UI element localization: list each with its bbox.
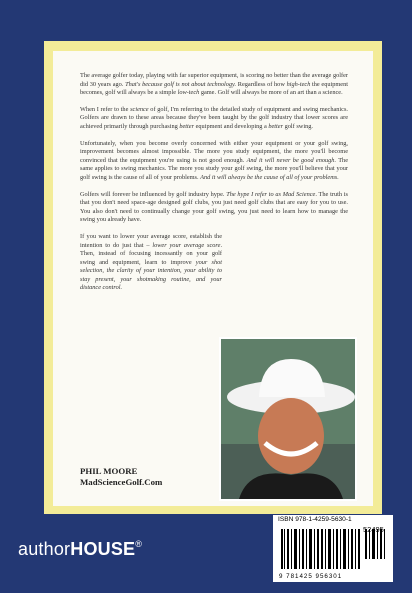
isbn-label: ISBN 978-1-4259-5630-1 bbox=[278, 516, 352, 523]
text-run: If you want to lower your average score, establish the intention to do just that – bbox=[80, 232, 222, 249]
author-photo bbox=[219, 337, 357, 501]
paragraph-2 bbox=[80, 106, 348, 132]
text-run: The same applies to swing mechanics. The more you study your golf swing, the more you'll believe that your golf swing is the cause of all of your problems. bbox=[80, 156, 348, 181]
text-run: When I refer to the bbox=[80, 105, 131, 113]
text-run: Unfortunately, when you become overly concerned with either your equipment or your golf swing, improvement becomes almost impossible. The more you study equipment, the more you'll become convinced that the equipment you're using is not good enough. bbox=[80, 139, 348, 164]
text-run: of golf, I'm referring to the detailed study of equipment and swing mechanics. Golfers are drawn to these areas because they've been taught by the golf industry that lower scores are achieved primarily through purchasing bbox=[80, 105, 349, 130]
paragraph-3 bbox=[80, 140, 348, 183]
text-run: And it will always be the cause of all of your problems. bbox=[200, 173, 339, 181]
text-run: better bbox=[268, 122, 284, 130]
publisher-trademark: ® bbox=[135, 539, 143, 549]
text-run: low-tech bbox=[177, 89, 200, 97]
text-run: lower your average score bbox=[152, 241, 221, 249]
paragraph-1 bbox=[80, 72, 348, 98]
text-run: The average golfer today, playing with far superior equipment, is scoring no better than the average golfer did 30 years ago. bbox=[80, 72, 348, 88]
text-run: better bbox=[179, 122, 195, 130]
text-run: game. Golf will always be more of an art than a science. bbox=[199, 89, 343, 97]
text-run: the equipment becomes, golf will always be a simple bbox=[80, 80, 348, 97]
text-run: your shot selection, the clarity of your intention, your ability to stay present, your shotmaking routine, and your distance control. bbox=[80, 258, 222, 292]
author-block bbox=[80, 466, 162, 488]
text-run: The hype I refer to as Mad Science bbox=[226, 190, 316, 198]
publisher-house: HOUSE bbox=[70, 539, 136, 559]
paragraph-5 bbox=[80, 233, 222, 293]
text-run: Regardless of how bbox=[236, 80, 287, 88]
text-run: That's because golf is not about technology. bbox=[125, 80, 237, 88]
text-run: . The truth is that you don't need space-age designed golf clubs, you just need golf clubs that are easy for you to use. You also don't need to continually change your golf swing, you just need to learn how to manage the swing you already have. bbox=[80, 190, 348, 224]
publisher-logo bbox=[18, 539, 142, 560]
author-website: MadScienceGolf.Com bbox=[80, 477, 163, 487]
author-photo-illustration bbox=[221, 339, 355, 499]
publisher-author: author bbox=[18, 539, 71, 559]
text-run: golf swing. bbox=[283, 122, 313, 130]
body-text bbox=[80, 72, 348, 301]
text-run: Golfers will forever be influenced by golf industry hype. bbox=[80, 190, 227, 198]
author-name: PHIL MOORE bbox=[80, 466, 138, 476]
text-run: high-tech bbox=[286, 80, 311, 88]
text-run: . Then, instead of focusing incessantly on your golf swing and equipment, learn to improve bbox=[80, 241, 223, 266]
text-run: science bbox=[130, 105, 149, 113]
barcode-digits: 9 781425 956301 bbox=[279, 573, 343, 580]
price-code: 52495 bbox=[363, 525, 384, 534]
text-run: equipment and developing a bbox=[194, 122, 269, 130]
paragraph-4 bbox=[80, 191, 348, 225]
text-run: And it will never be good enough. bbox=[246, 156, 337, 164]
